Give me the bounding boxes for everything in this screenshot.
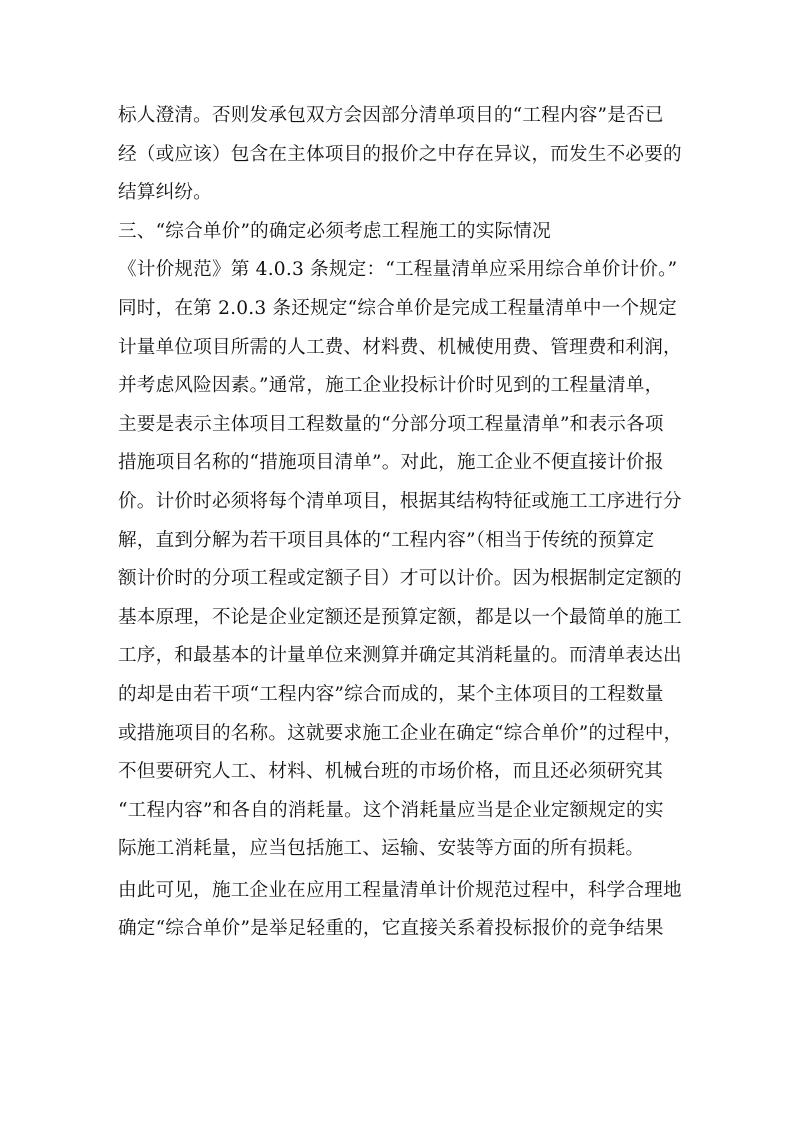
section-heading: 三、“综合单价”的确定必须考虑工程施工的实际情况: [118, 220, 551, 242]
text-line: 同时，在第 2.0.3 条还规定“综合单价是完成工程量清单中一个规定: [118, 297, 677, 319]
text-line: 不但要研究人工、材料、机械台班的市场价格，而且还必须研究其: [118, 761, 664, 783]
text-line: 确定“综合单价”是举足轻重的，它直接关系着投标报价的竞争结果: [118, 918, 664, 940]
text-line: “工程内容”和各自的消耗量。这个消耗量应当是企业定额规定的实: [118, 799, 664, 821]
text-line: 措施项目名称的“措施项目清单”。对此，施工企业不便直接计价报: [118, 452, 664, 474]
text-line: 基本原理，不论是企业定额还是预算定额，都是以一个最简单的施工: [118, 606, 682, 628]
text-line: 或措施项目的名称。这就要求施工企业在确定“综合单价”的过程中，: [118, 722, 683, 744]
document-page: [118, 97, 683, 949]
text-line: 工序，和最基本的计量单位来测算并确定其消耗量的。而清单表达出: [118, 645, 682, 667]
text-line: 结算纠纷。: [118, 182, 212, 204]
text-line: 《计价规范》第 4.0.3 条规定：“工程量清单应采用综合单价计价。”: [118, 259, 678, 281]
text-line: 际施工消耗量，应当包括施工、运输、安装等方面的所有损耗。: [118, 838, 645, 860]
text-line: 解，直到分解为若干项目具体的“工程内容”（相当于传统的预算定: [118, 529, 655, 551]
text-line: 计量单位项目所需的人工费、材料费、机械使用费、管理费和利润，: [118, 336, 682, 358]
text-line: 并考虑风险因素。”通常，施工企业投标计价时见到的工程量清单，: [118, 375, 664, 397]
text-line: 由此可见，施工企业在应用工程量清单计价规范过程中，科学合理地: [118, 879, 682, 901]
text-line: 标人澄清。否则发承包双方会因部分清单项目的“工程内容”是否已: [118, 105, 664, 126]
text-line: 额计价时的分项工程或定额子目）才可以计价。因为根据制定定额的: [118, 568, 682, 590]
text-line: 价。计价时必须将每个清单项目，根据其结构特征或施工工序进行分: [118, 490, 682, 512]
text-line: 的却是由若干项“工程内容”综合而成的，某个主体项目的工程数量: [118, 683, 664, 705]
text-line: 主要是表示主体项目工程数量的“分部分项工程量清单”和表示各项: [118, 413, 664, 435]
text-line: 经（或应该）包含在主体项目的报价之中存在异议，而发生不必要的: [118, 143, 682, 165]
